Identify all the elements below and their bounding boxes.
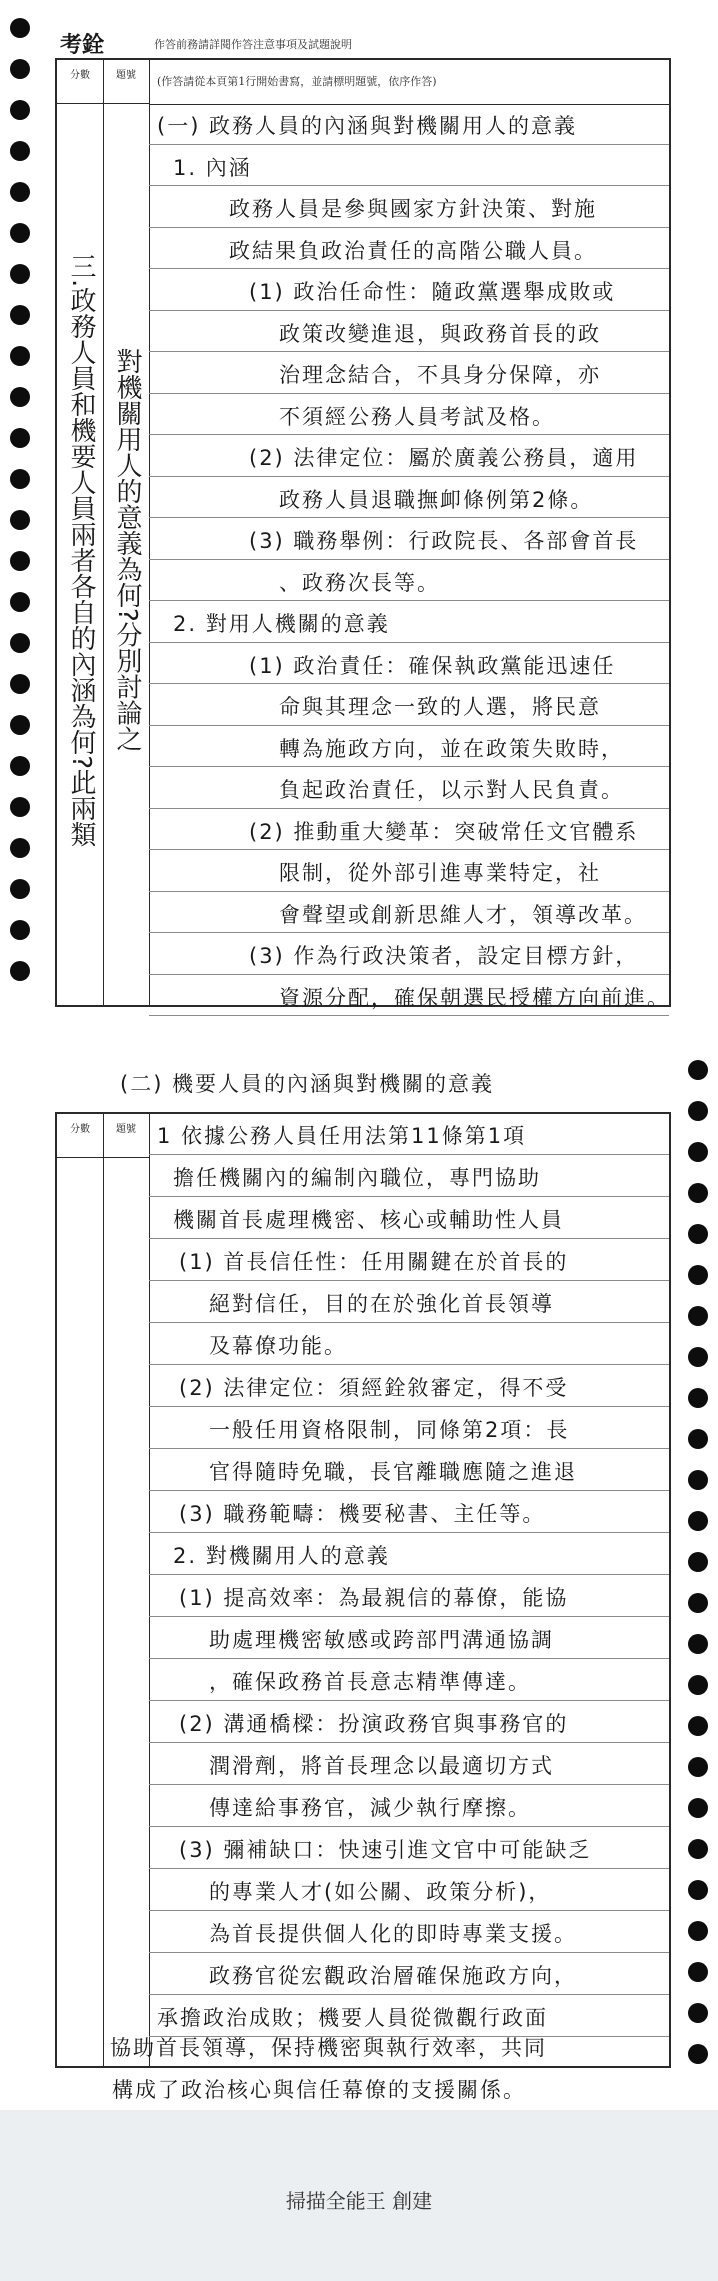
question-number-header: 題號 — [103, 60, 149, 104]
binder-hole — [10, 797, 30, 817]
answer-line-text: (1) 提高效率：為最親信的幕僚，能協 — [179, 1586, 569, 1610]
answer-line-text: (2) 溝通橋樑：扮演政務官與事務官的 — [179, 1712, 569, 1736]
binder-hole — [688, 1675, 708, 1695]
score-header-2: 分數 — [57, 1114, 103, 1158]
answer-line-text: 限制，從外部引進專業特定，社 — [279, 861, 601, 885]
ruled-line — [149, 600, 669, 601]
binder-hole — [10, 592, 30, 612]
ruled-line — [149, 310, 669, 311]
question-text-vertical: 三.政務人員和機要人員兩者各自的內涵為何?此兩類 — [66, 252, 96, 848]
binder-hole — [688, 1470, 708, 1490]
answer-line-text: (1) 政治責任：確保執政黨能迅速任 — [249, 653, 616, 678]
ruled-line — [149, 1868, 669, 1869]
binder-hole — [688, 1839, 708, 1859]
answer-line-text: 不須經公務人員考試及格。 — [279, 404, 555, 429]
ruled-line — [149, 808, 669, 809]
binder-hole — [10, 633, 30, 653]
binder-hole — [10, 100, 30, 120]
page-header — [60, 28, 660, 58]
ruled-line — [149, 1448, 669, 1449]
ruled-line — [149, 1994, 669, 1995]
ruled-line — [149, 1700, 669, 1701]
ruled-line — [149, 1616, 669, 1617]
binder-hole — [688, 1347, 708, 1367]
scanner-footer — [0, 2110, 718, 2281]
binder-hole — [688, 1306, 708, 1326]
binder-hole — [10, 879, 30, 899]
answer-line-text: 負起政治責任，以示對人民負責。 — [279, 778, 624, 802]
binder-hole — [688, 1429, 708, 1449]
binder-hole — [10, 551, 30, 571]
answer-line-text: (3) 職務範疇：機要秘書、主任等。 — [179, 1502, 546, 1526]
ruled-line — [149, 434, 669, 435]
binder-hole — [688, 1224, 708, 1244]
answer-line-text: 政務官從宏觀政治層確保施政方向， — [209, 1964, 577, 1988]
binder-hole — [688, 1593, 708, 1613]
binder-hole — [10, 346, 30, 366]
binder-hole — [688, 1101, 708, 1121]
ruled-line — [149, 849, 669, 850]
answer-line-text: (3) 作為行政決策者，設定目標方針， — [249, 944, 639, 968]
ruled-line — [149, 725, 669, 726]
ruled-line — [149, 144, 669, 145]
ruled-line — [149, 227, 669, 228]
ruled-line — [149, 683, 669, 684]
answer-line-text: 政務人員是參與國家方針決策、對施 — [229, 197, 597, 221]
ruled-line — [149, 891, 669, 892]
question-topic-vertical: 對機關用人的意義為何?分別討論之 — [112, 348, 142, 752]
ruled-line — [149, 351, 669, 352]
ruled-line — [149, 517, 669, 518]
ruled-line — [149, 1364, 669, 1365]
binder-hole — [10, 141, 30, 161]
ruled-line — [149, 393, 669, 394]
answer-sheet-2 — [55, 1112, 671, 2068]
answer-line-text: 為首長提供個人化的即時專業支援。 — [209, 1922, 577, 1946]
ruled-line — [149, 185, 669, 186]
ruled-line — [149, 1826, 669, 1827]
ruled-line — [149, 268, 669, 269]
answer-line-text: 2. 對用人機關的意義 — [173, 612, 390, 636]
binder-hole — [10, 469, 30, 489]
binder-hole — [10, 59, 30, 79]
ruled-line — [149, 932, 669, 933]
ruled-line — [149, 1742, 669, 1743]
binder-hole — [688, 1060, 708, 1080]
score-header: 分數 — [57, 60, 103, 104]
ruled-line — [149, 1406, 669, 1407]
answer-line-text: 1. 內涵 — [173, 155, 252, 180]
answer-line-text: 擔任機關內的編制內職位，專門協助 — [173, 1166, 541, 1190]
ruled-line — [149, 1154, 669, 1155]
answer-line-text: 官得隨時免職，長官離職應隨之進退 — [209, 1460, 577, 1484]
ruled-line — [149, 559, 669, 560]
answer-line-text: 助處理機密敏感或跨部門溝通協調 — [209, 1628, 554, 1652]
closing-line-text: 協助首長領導，保持機密與執行效率，共同 — [110, 2036, 547, 2060]
answer-line-text: 資源分配，確保朝選民授權方向前進。 — [279, 985, 670, 1010]
answer-line-text: 會聲望或創新思維人才，領導改革。 — [279, 902, 647, 927]
binder-hole — [10, 264, 30, 284]
binder-hole — [688, 1552, 708, 1572]
question-number-column-2 — [103, 1114, 150, 2066]
binder-hole — [688, 1757, 708, 1777]
answer-line-text: 2. 對機關用人的意義 — [173, 1544, 390, 1568]
binder-hole — [10, 756, 30, 776]
closing-line-text: 構成了政治核心與信任幕僚的支援關係。 — [112, 2078, 526, 2102]
answer-line-text: (2) 法律定位：須經銓敘審定，得不受 — [179, 1376, 569, 1400]
answer-line-text: 機關首長處理機密、核心或輔助性人員 — [173, 1208, 564, 1232]
answer-sheet-1 — [55, 58, 671, 1010]
answer-line-text: 、政務次長等。 — [279, 570, 440, 595]
binder-hole — [10, 182, 30, 202]
binder-hole — [688, 1634, 708, 1654]
binder-hole — [10, 838, 30, 858]
answer-line-text: 一般任用資格限制，同條第2項：長 — [209, 1418, 570, 1442]
answer-line-text: (一) 政務人員的內涵與對機關用人的意義 — [157, 114, 578, 138]
instruction-text: 作答前務請詳閱作答注意事項及試題說明 — [154, 38, 352, 51]
ruled-line — [149, 1784, 669, 1785]
binder-hole — [688, 2044, 708, 2064]
answer-line-text: 絕對信任，目的在於強化首長領導 — [209, 1292, 554, 1316]
answer-line-text: (1) 首長信任性：任用關鍵在於首長的 — [179, 1250, 569, 1274]
watermark-text: 掃描全能王 創建 — [285, 2189, 433, 2213]
answer-line-text: (1) 政治任命性：隨政黨選舉成敗或 — [249, 280, 616, 304]
ruled-line — [149, 1015, 669, 1016]
ruled-line — [149, 642, 669, 643]
ruled-line — [149, 1322, 669, 1323]
ruled-line — [149, 1574, 669, 1575]
binder-hole — [688, 1921, 708, 1941]
binder-hole — [10, 18, 30, 38]
binder-hole — [688, 1880, 708, 1900]
binder-hole — [688, 1265, 708, 1285]
answer-line-text: 命與其理念一致的人選，將民意 — [279, 695, 601, 719]
ruled-line — [149, 1910, 669, 1911]
binder-hole — [688, 1962, 708, 1982]
binder-hole — [688, 1511, 708, 1531]
ruled-line — [149, 1280, 669, 1281]
ruled-line — [149, 1196, 669, 1197]
answer-line-text: 政策改變進退，與政務首長的政 — [279, 321, 601, 346]
binder-hole — [10, 961, 30, 981]
answer-line-text: 承擔政治成敗；機要人員從微觀行政面 — [157, 2006, 548, 2030]
answer-line-text: ，確保政務首長意志精準傳達。 — [209, 1670, 531, 1694]
answer-line-text: (3) 彌補缺口：快速引進文官中可能缺乏 — [179, 1838, 592, 1862]
binder-hole — [688, 1716, 708, 1736]
ruled-line — [149, 1532, 669, 1533]
ruled-line — [149, 1490, 669, 1491]
binder-hole — [10, 674, 30, 694]
examiner-label: 考銓 — [60, 32, 105, 58]
binder-hole — [10, 428, 30, 448]
ruled-line — [149, 1238, 669, 1239]
answer-line-text: 政結果負政治責任的高階公職人員。 — [229, 238, 597, 263]
binder-hole — [688, 1388, 708, 1408]
ruled-line — [149, 1952, 669, 1953]
binder-hole — [688, 1183, 708, 1203]
answer-line-text: 及幕僚功能。 — [209, 1334, 347, 1358]
ruled-line — [149, 974, 669, 975]
binder-hole — [10, 387, 30, 407]
binder-hole — [688, 2003, 708, 2023]
answer-line-text: 政務人員退職撫卹條例第2條。 — [279, 487, 594, 512]
question-number-header-2: 題號 — [103, 1114, 149, 1158]
answer-line-text: 傳達給事務官，減少執行摩擦。 — [209, 1796, 531, 1820]
answer-line-text: (2) 法律定位：屬於廣義公務員，適用 — [249, 446, 639, 470]
answer-line-text: 的專業人才(如公關、政策分析)， — [209, 1880, 552, 1904]
answer-line-text: (2) 推動重大變革：突破常任文官體系 — [249, 819, 639, 844]
binder-hole — [10, 223, 30, 243]
binder-hole — [10, 715, 30, 735]
binder-hole — [688, 1798, 708, 1818]
answer-line-text: 潤滑劑，將首長理念以最適切方式 — [209, 1754, 554, 1778]
binder-hole — [688, 1142, 708, 1162]
score-column-2 — [57, 1114, 104, 2066]
binder-hole — [10, 510, 30, 530]
ruled-line — [149, 766, 669, 767]
ruled-line — [149, 476, 669, 477]
answer-line-text: 治理念結合，不具身分保障，亦 — [279, 363, 601, 387]
answer-line-text: 1 依據公務人員任用法第11條第1項 — [157, 1124, 527, 1148]
binder-hole — [10, 920, 30, 940]
answer-note: (作答請從本頁第1行開始書寫，並請標明題號，依序作答) — [149, 60, 669, 105]
answer-line-text: (3) 職務舉例：行政院長、各部會首長 — [249, 529, 639, 553]
answer-line-text: 轉為施政方向，並在政策失敗時， — [279, 736, 624, 761]
ruled-line — [149, 1658, 669, 1659]
binder-hole — [10, 305, 30, 325]
section-2-title: (二) 機要人員的內涵與對機關的意義 — [120, 1072, 495, 1096]
